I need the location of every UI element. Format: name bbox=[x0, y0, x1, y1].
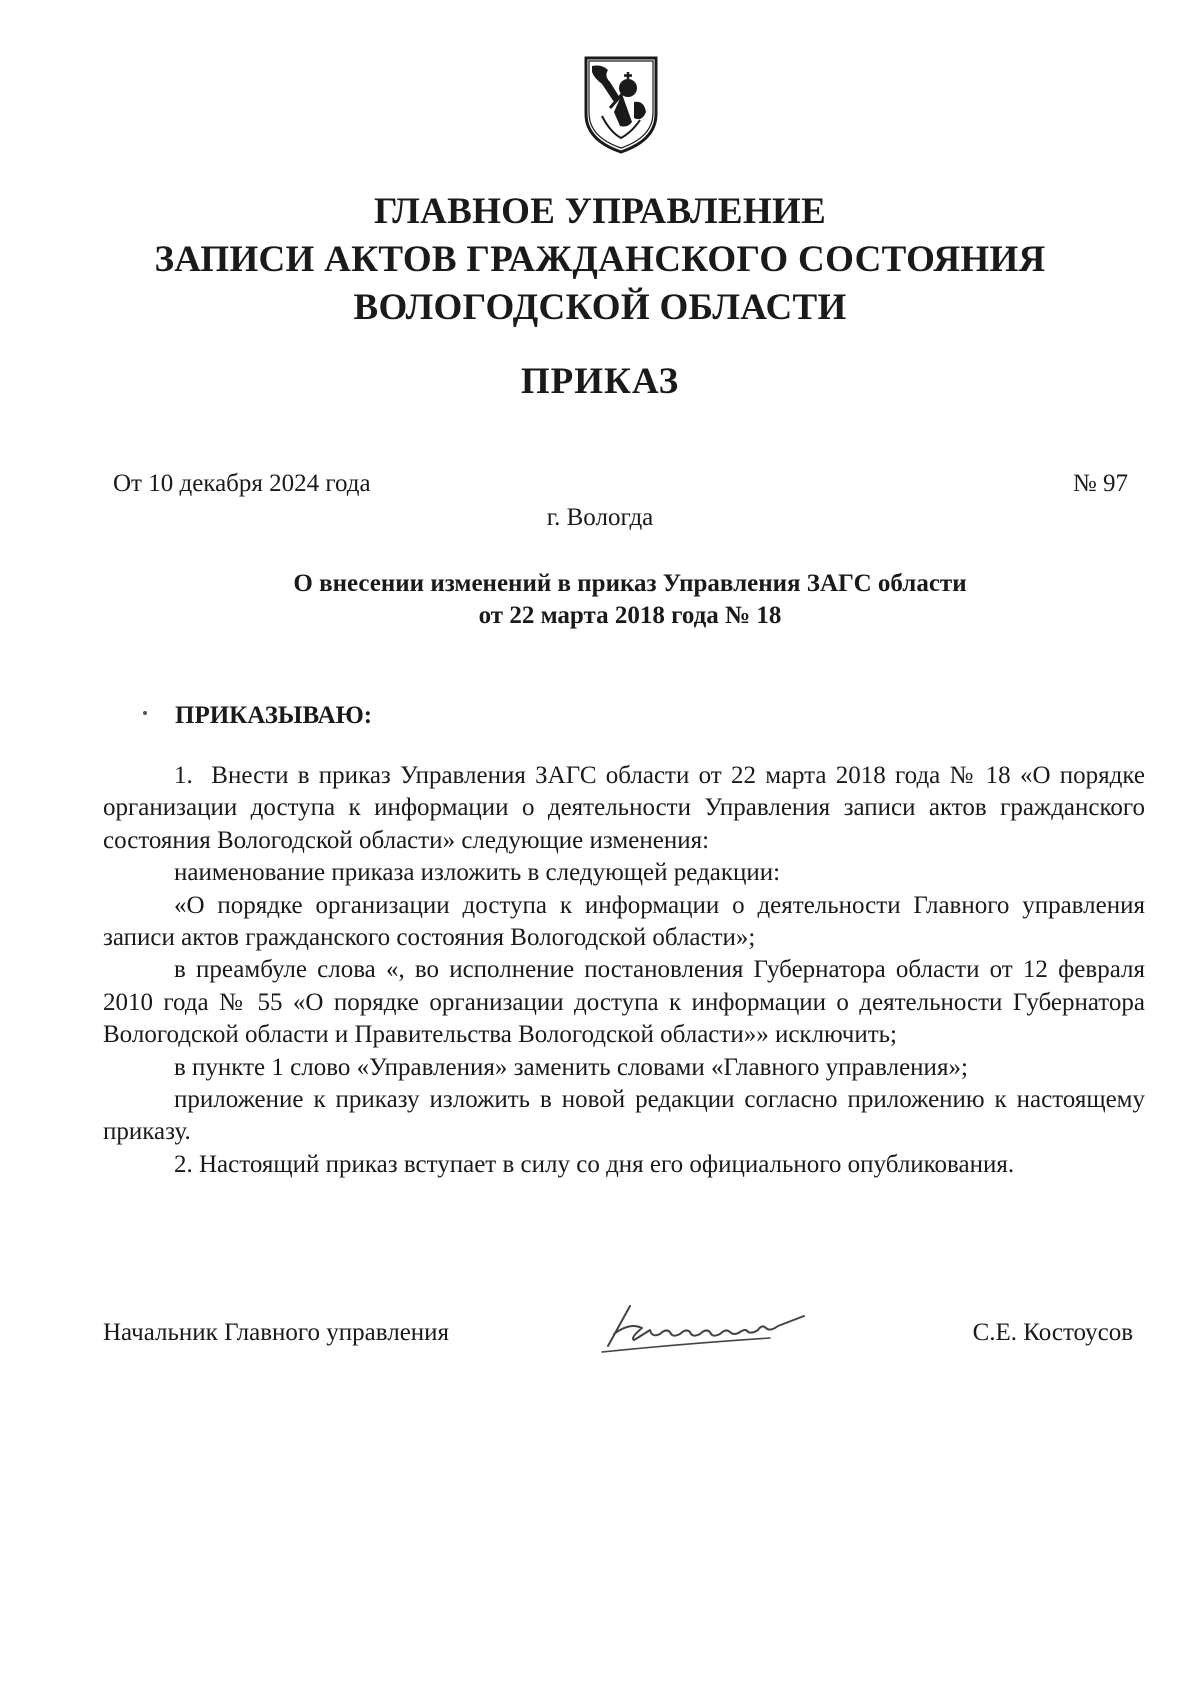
handwritten-signature bbox=[590, 1294, 820, 1360]
body-paragraph: «О порядке организации доступа к информации о деятельности Главного управления записи актов гражданского состояния Вологодской области»; bbox=[103, 891, 1145, 952]
order-body bbox=[103, 760, 1145, 1181]
body-paragraph: 2. Настоящий приказ вступает в силу со дня его официального опубликования. bbox=[174, 1150, 1015, 1178]
body-paragraph: приложение к приказу изложить в новой редакции согласно приложению к настоящему приказу. bbox=[103, 1086, 1145, 1146]
document-number: № 97 bbox=[1072, 470, 1128, 497]
document-type-heading: ПРИКАЗ bbox=[520, 361, 680, 402]
subject-line-2: от 22 марта 2018 года № 18 bbox=[478, 602, 782, 629]
body-paragraph: наименование приказа изложить в следующей редакции: bbox=[174, 859, 781, 887]
stray-dot-mark bbox=[143, 711, 147, 715]
org-title-line-3: ВОЛОГОДСКОЙ ОБЛАСТИ bbox=[353, 287, 847, 328]
org-title-line-1: ГЛАВНОЕ УПРАВЛЕНИЕ bbox=[373, 191, 827, 232]
body-paragraph: в пункте 1 слово «Управления» заменить словами «Главного управления»; bbox=[174, 1053, 968, 1081]
document-city: г. Вологда bbox=[546, 504, 654, 531]
body-paragraph: 1. Внести в приказ Управления ЗАГС области от 22 марта 2018 года № 18 «О порядке организации доступа к информации о деятельности Управления записи актов гражданского состояния Вологодской области» следующие изменения: bbox=[103, 762, 1145, 854]
coat-of-arms-emblem bbox=[580, 52, 662, 156]
document-subject bbox=[200, 568, 1060, 632]
order-keyword: ПРИКАЗЫВАЮ: bbox=[175, 702, 373, 729]
body-paragraph: в преамбуле слова «, во исполнение постановления Губернатора области от 12 февраля 2010 года № 55 «О порядке организации доступа к информации о деятельности Губернатора Вологодской области и Правительства Вологодской области»» исключить; bbox=[103, 956, 1145, 1049]
document-date: От 10 декабря 2024 года bbox=[113, 470, 371, 497]
signatory-name: С.Е. Костоусов bbox=[972, 1319, 1133, 1346]
subject-line-1: О внесении изменений в приказ Управления ЗАГС области bbox=[293, 570, 967, 597]
org-title-line-2: ЗАПИСИ АКТОВ ГРАЖДАНСКОГО СОСТОЯНИЯ bbox=[154, 239, 1046, 280]
organization-title bbox=[100, 188, 1100, 332]
signatory-position: Начальник Главного управления bbox=[103, 1319, 450, 1346]
